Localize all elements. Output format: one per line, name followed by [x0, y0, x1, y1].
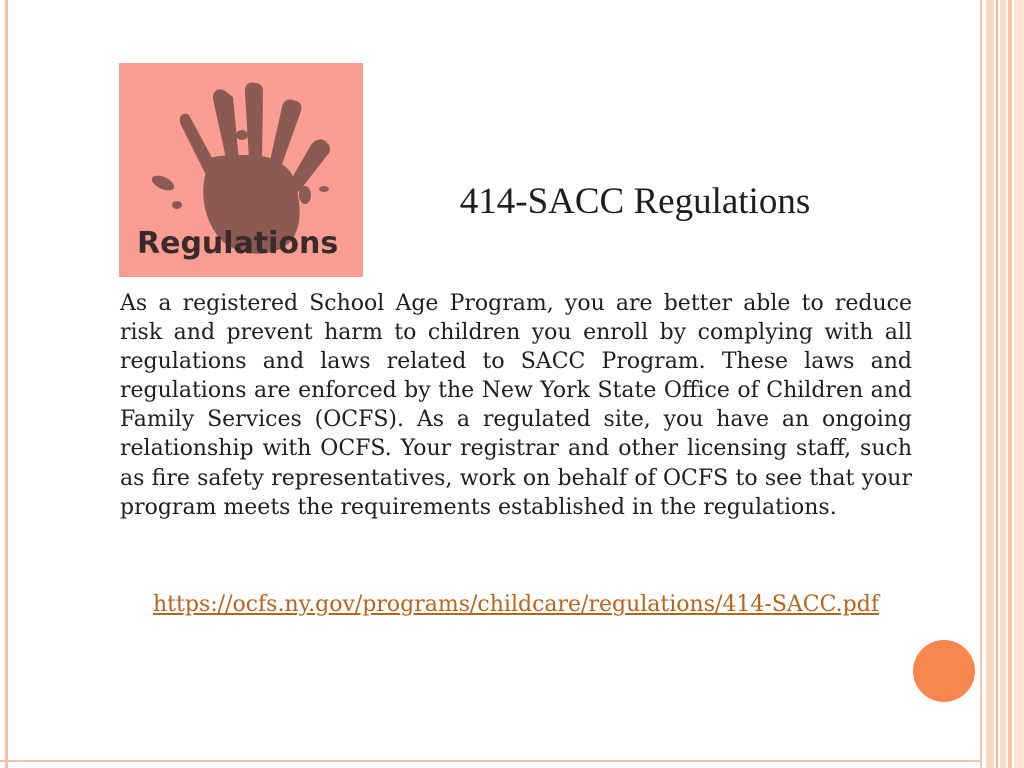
- decorative-stripe: [1000, 0, 1006, 768]
- logo-caption: Regulations: [137, 226, 339, 261]
- slide-body-paragraph: As a registered School Age Program, you are better able to reduce risk and prevent harm to children you enroll by complying with all regulations and laws related to SACC Program. These laws and regulations are enforced by the New York State Office of Children and Family Services (OCFS). As a regulated site, you have an ongoing relationship with OCFS. Your registrar and other licensing staff, such as fire safety representatives, work on behalf of OCFS to see that your program meets the requirements established in the regulations.: [120, 291, 912, 520]
- regulations-pdf-link[interactable]: https://ocfs.ny.gov/programs/childcare/regulations/414-SACC.pdf: [153, 592, 879, 617]
- decorative-stripe: [980, 0, 982, 768]
- handprint-icon: [119, 63, 363, 277]
- decorative-orange-circle: [913, 640, 975, 702]
- slide-frame-left: [5, 0, 8, 768]
- regulations-logo-image: [119, 63, 363, 277]
- decorative-stripe: [1008, 0, 1012, 768]
- decorative-stripe: [1014, 0, 1024, 768]
- slide-title: 414-SACC Regulations: [459, 181, 811, 222]
- decorative-stripe: [986, 0, 994, 768]
- decorative-stripe: [996, 0, 998, 768]
- slide-frame-bottom: [0, 760, 980, 762]
